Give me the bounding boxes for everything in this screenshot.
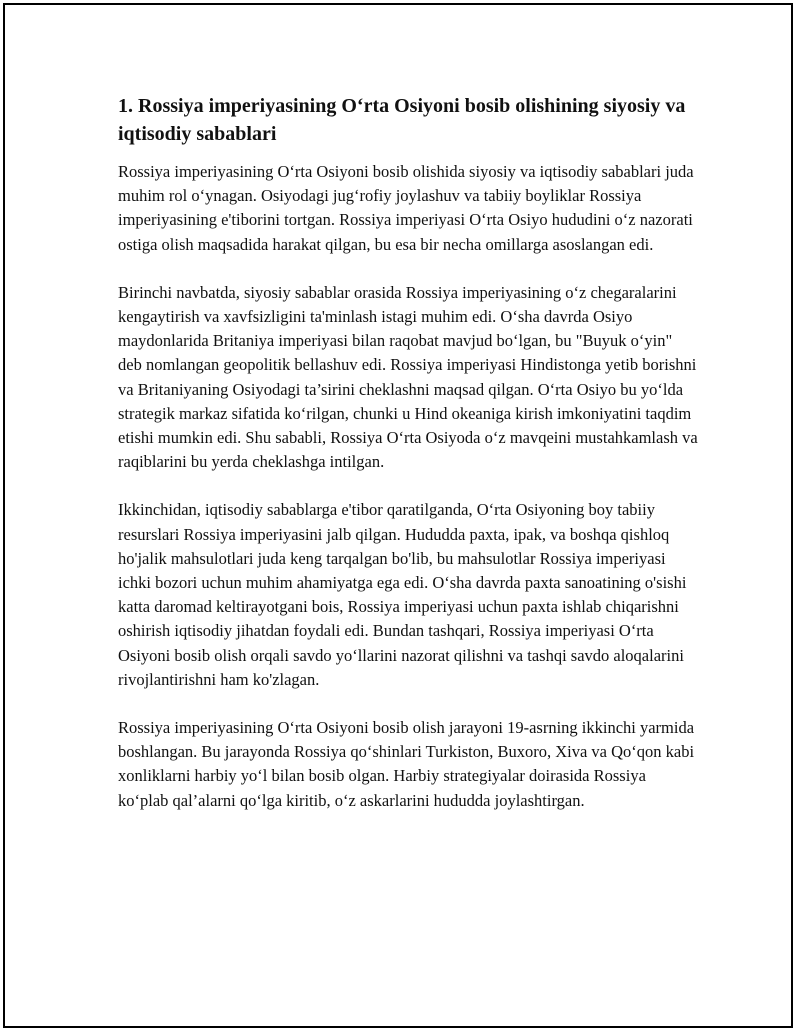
paragraph-economic-reasons: Ikkinchidan, iqtisodiy sabablarga e'tibor qaratilganda, O‘rta Osiyoning boy tabiiy resurslari Rossiya imperiyasini jalb qilgan. Hududda paxta, ipak, va boshqa qishloq ho'jalik mahsulotlari juda keng tarqalgan bo'lib, bu mahsulotlar Rossiya imperiyasi ichki bozori uchun muhim ahamiyatga ega edi. O‘sha davrda paxta sanoatining o'sishi katta daromad keltirayotgani bois, Rossiya imperiyasi uchun paxta ishlab chiqarishni oshirish iqtisodiy jihatdan foydali edi. Bundan tashqari, Rossiya imperiyasi O‘rta Osiyoni bosib olish orqali savdo yo‘llarini nazorat qilishni va tashqi savdo aloqalarini rivojlantirishni ham ko'zlagan. bbox=[118, 500, 687, 689]
section-heading: 1. Rossiya imperiyasining O‘rta Osiyoni bosib olishining siyosiy va iqtisodiy sabablari bbox=[118, 95, 686, 145]
paragraph-intro: Rossiya imperiyasining O‘rta Osiyoni bosib olishida siyosiy va iqtisodiy sabablari juda muhim rol o‘ynagan. Osiyodagi jug‘rofiy joylashuv va tabiiy boyliklar Rossiya imperiyasining e'tiborini tortgan. Rossiya imperiyasi O‘rta Osiyo hududini o‘z nazorati ostiga olish maqsadida harakat qilgan, bu esa bir necha omillarga asoslangan edi. bbox=[118, 162, 694, 254]
paragraph-political-reasons: Birinchi navbatda, siyosiy sabablar orasida Rossiya imperiyasining o‘z chegaralarini kengaytirish va xavfsizligini ta'minlash istagi muhim edi. O‘sha davrda Osiyo maydonlarida Britaniya imperiyasi bilan raqobat mavjud bo‘lgan, bu "Buyuk o‘yin" deb nomlangan geopolitik bellashuv edi. Rossiya imperiyasi Hindistonga yetib borishni va Britaniyaning Osiyodagi ta’sirini cheklashni maqsad qilgan. O‘rta Osiyo bu yo‘lda strategik markaz sifatida ko‘rilgan, chunki u Hind okeaniga kirish imkoniyatini taqdim etishi mumkin edi. Shu sababli, Rossiya O‘rta Osiyoda o‘z mavqeini mustahkamlash va raqiblarini bu yerda cheklashga intilgan. bbox=[118, 282, 698, 472]
paragraph-conquest-process: Rossiya imperiyasining O‘rta Osiyoni bosib olish jarayoni 19-asrning ikkinchi yarmida boshlangan. Bu jarayonda Rossiya qo‘shinlari Turkiston, Buxoro, Xiva va Qo‘qon kabi xonliklarni harbiy yo‘l bilan bosib olgan. Harbiy strategiyalar doirasida Rossiya ko‘plab qal’alarni qo‘lga kiritib, o‘z askarlarini hududda joylashtirgan. bbox=[118, 718, 695, 810]
document-body bbox=[118, 92, 698, 837]
